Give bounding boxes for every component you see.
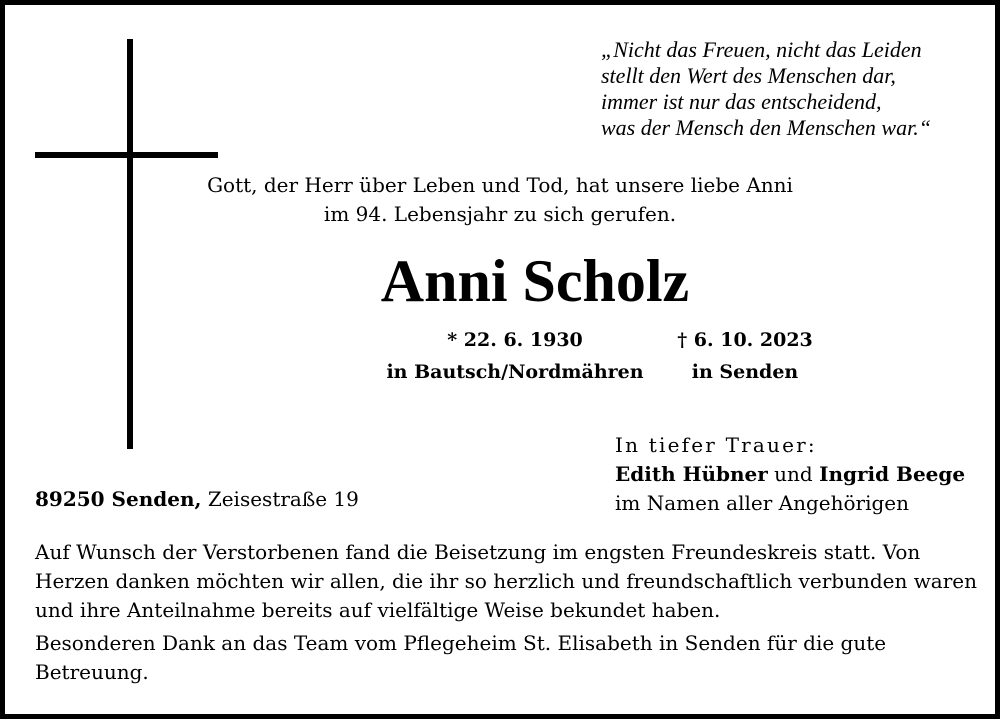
quote-line: „Nicht das Freuen, nicht das Leiden — [601, 37, 922, 62]
cross-icon-vertical-beam — [127, 39, 133, 449]
body-paragraph: Auf Wunsch der Verstorbenen fand die Beisetzung im engsten Freundeskreis statt. Von Herzen danken möchten wir allen, die ihr so herzlich und freundschaftlich verbunden waren und ihre Anteilnahme bereits auf vielfältige Weise bekundet haben. — [35, 540, 978, 622]
birth-place: in Bautsch/Nordmähren — [386, 361, 644, 383]
mourning-title: In tiefer Trauer: — [615, 433, 817, 457]
body-paragraph: Besonderen Dank an das Team vom Pflegeheim St. Elisabeth in Senden für die gute Betreuung. — [35, 631, 887, 684]
body-text — [35, 538, 985, 687]
address-street: Zeisestraße 19 — [207, 487, 359, 511]
family-line: im Namen aller Angehörigen — [615, 491, 910, 515]
birth-date: * 22. 6. 1930 — [447, 329, 583, 351]
mourner-name: Ingrid Beege — [819, 462, 966, 486]
cross-icon-horizontal-beam — [35, 152, 218, 158]
intro-line: im 94. Lebensjahr zu sich gerufen. — [323, 202, 677, 226]
death-date: † 6. 10. 2023 — [677, 329, 813, 351]
quote-line: stellt den Wert des Menschen dar, — [601, 63, 896, 88]
mourner-names — [615, 460, 965, 489]
intro-line: Gott, der Herr über Leben und Tod, hat unsere liebe Anni — [207, 173, 793, 197]
address-city: 89250 Senden, — [35, 487, 202, 511]
death-place: in Senden — [691, 361, 799, 383]
quote-line: immer ist nur das entscheidend, — [601, 89, 882, 114]
mourners-block — [615, 431, 965, 518]
deceased-name: Anni Scholz — [380, 248, 690, 314]
address — [35, 485, 359, 513]
mourner-connector: und — [774, 462, 813, 486]
mourner-name: Edith Hübner — [615, 462, 768, 486]
quote-line: was der Mensch den Menschen war.“ — [601, 115, 931, 140]
intro-text — [200, 171, 800, 229]
quote-block — [601, 37, 991, 141]
